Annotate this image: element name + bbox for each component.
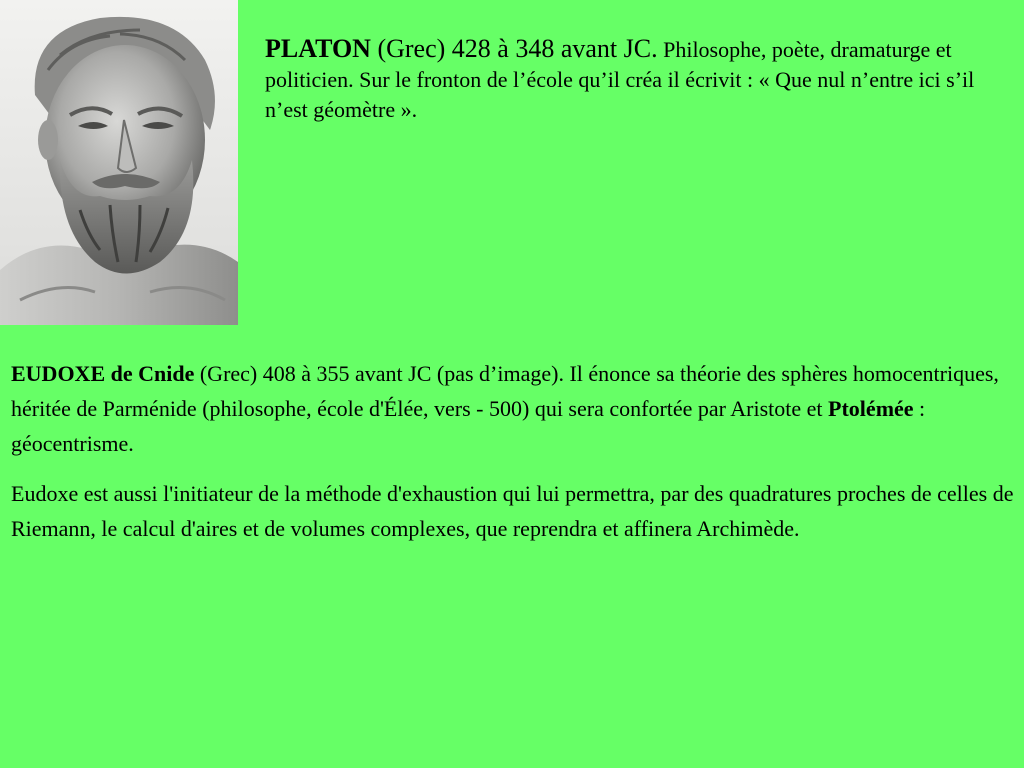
platon-dates: (Grec) 428 à 348 avant JC.: [370, 34, 658, 63]
exhaustion-paragraph: Eudoxe est aussi l'initiateur de la méthode d'exhaustion qui lui permettra, par des quadratures proches de celles de Riemann, le calcul d'aires et de volumes complexes, que reprendra et affinera Archimède.: [11, 481, 1014, 541]
platon-bust-image: [0, 0, 238, 325]
ptolemee-name: Ptolémée: [828, 396, 914, 421]
platon-name: PLATON: [265, 34, 371, 63]
platon-description: Philosophe, poète, dramaturge et politicien. Sur le fronton de l’école qu’il créa il écrivit : « Que nul n’entre ici s’il n’est géomètre ».: [265, 37, 975, 122]
eudoxe-name: EUDOXE de Cnide: [11, 361, 195, 386]
eudoxe-section: [11, 356, 1015, 546]
eudoxe-suffix: : géocentrisme.: [11, 396, 926, 456]
eudoxe-text: (Grec) 408 à 355 avant JC (pas d’image). Il énonce sa théorie des sphères homocentriques, héritée de Parménide (philosophe, école d'Élée, vers - 500) qui sera confortée par Aristote et: [11, 361, 999, 421]
platon-paragraph: [265, 34, 1010, 125]
eudoxe-paragraph: [11, 356, 1015, 461]
